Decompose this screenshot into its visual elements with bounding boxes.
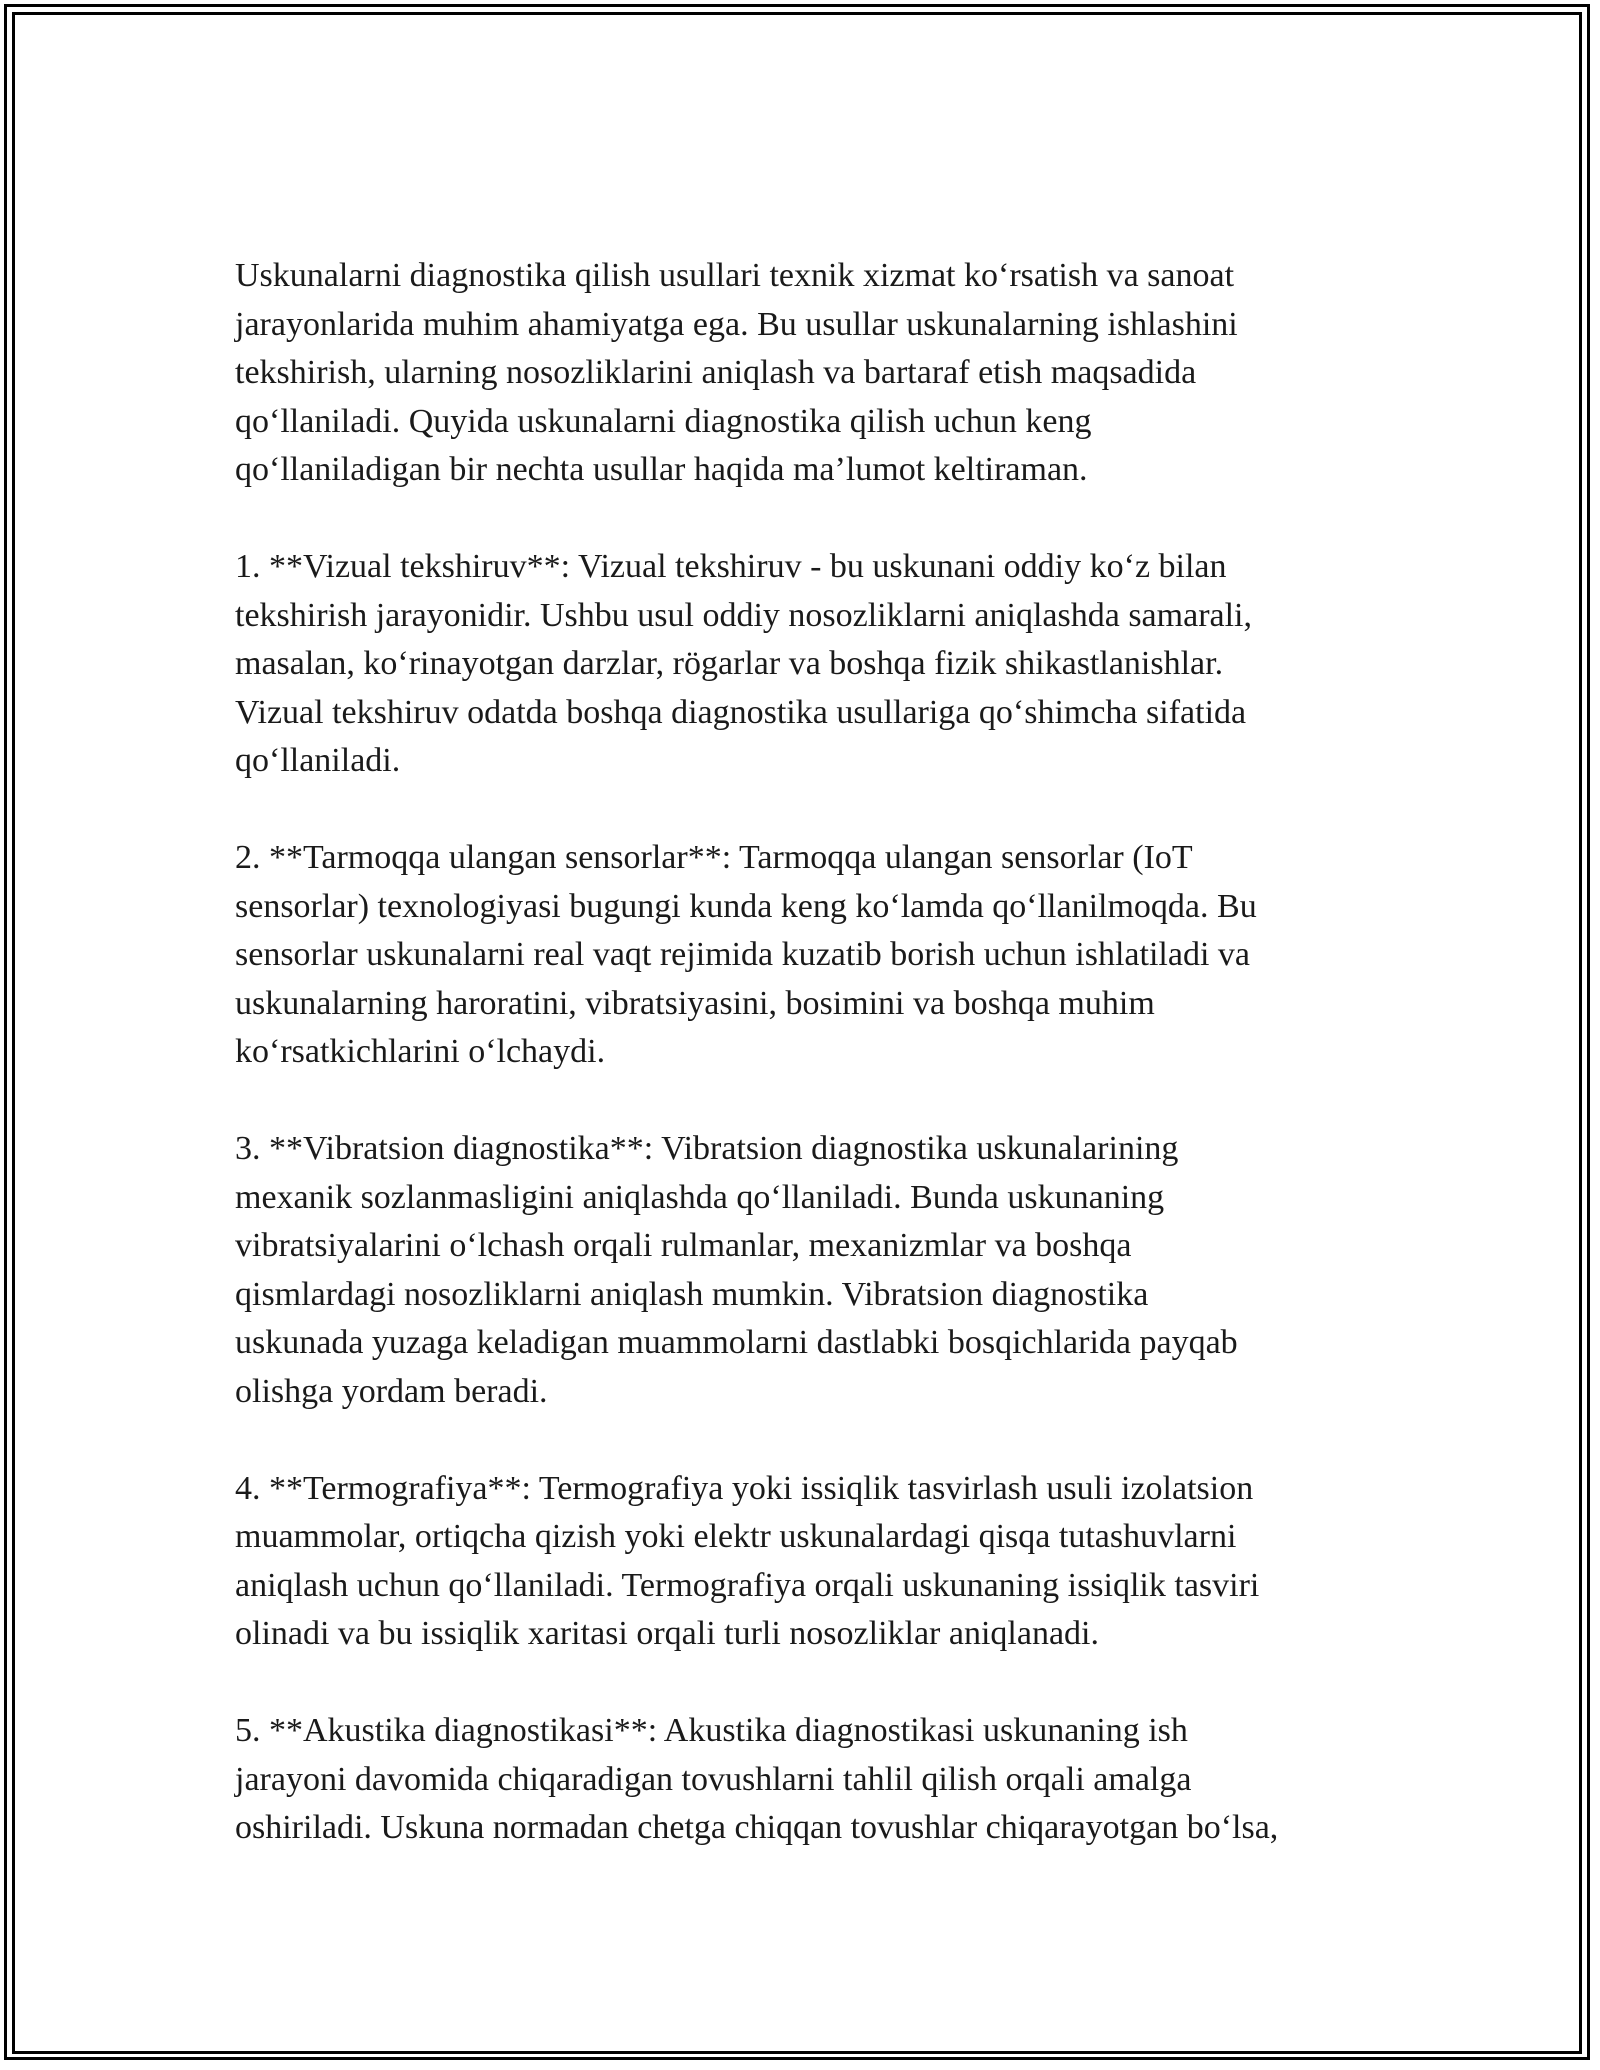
text-line: 5. **Akustika diagnostikasi**: Akustika diagnostikasi uskunaning ish bbox=[235, 1712, 1188, 1749]
text-line: tekshirish, ularning nosozliklarini aniqlash va bartaraf etish maqsadida bbox=[235, 354, 1197, 391]
text-line: 1. **Vizual tekshiruv**: Vizual tekshiruv - bu uskunani oddiy ko‘z bilan bbox=[235, 548, 1227, 585]
text-line: ko‘rsatkichlarini o‘lchaydi. bbox=[235, 1033, 606, 1070]
text-line: qo‘llaniladi. bbox=[235, 742, 401, 779]
text-line: 2. **Tarmoqqa ulangan sensorlar**: Tarmoqqa ulangan sensorlar (IoT bbox=[235, 839, 1193, 876]
text-line: masalan, ko‘rinayotgan darzlar, rögarlar va boshqa fizik shikastlanishlar. bbox=[235, 645, 1224, 682]
text-line: qo‘llaniladi. Quyida uskunalarni diagnostika qilish uchun keng bbox=[235, 402, 1092, 440]
text-line: oshiriladi. Uskuna normadan chetga chiqqan tovushlar chiqarayotgan bo‘lsa, bbox=[235, 1809, 1279, 1846]
section-3-paragraph bbox=[235, 1125, 1375, 1416]
text-line: mexanik sozlanmasligini aniqlashda qo‘llaniladi. Bunda uskunaning bbox=[235, 1178, 1165, 1216]
text-line: qismlardagi nosozliklarni aniqlash mumkin. Vibratsion diagnostika bbox=[235, 1275, 1149, 1313]
text-line: sensorlar) texnologiyasi bugungi kunda keng ko‘lamda qo‘llanilmoqda. Bu bbox=[235, 887, 1257, 925]
text-line: Vizual tekshiruv odatda boshqa diagnostika usullariga qo‘shimcha sifatida bbox=[235, 693, 1247, 731]
text-line: vibratsiyalarini o‘lchash orqali rulmanlar, mexanizmlar va boshqa bbox=[235, 1227, 1132, 1264]
section-5-paragraph bbox=[235, 1707, 1375, 1853]
section-1-paragraph bbox=[235, 543, 1375, 786]
text-line: qo‘llaniladigan bir nechta usullar haqida ma’lumot keltiraman. bbox=[235, 451, 1088, 488]
text-line: tekshirish jarayonidir. Ushbu usul oddiy nosozliklarni aniqlashda samarali, bbox=[235, 596, 1252, 634]
text-line: 4. **Termografiya**: Termografiya yoki issiqlik tasvirlash usuli izolatsion bbox=[235, 1469, 1254, 1507]
text-line: sensorlar uskunalarni real vaqt rejimida kuzatib borish uchun ishlatiladi va bbox=[235, 936, 1250, 973]
section-4-paragraph bbox=[235, 1465, 1375, 1659]
text-line: 3. **Vibratsion diagnostika**: Vibratsion diagnostika uskunalarining bbox=[235, 1130, 1179, 1167]
text-line: olinadi va bu issiqlik xaritasi orqali turli nosozliklar aniqlanadi. bbox=[235, 1615, 1099, 1652]
text-line: jarayoni davomida chiqaradigan tovushlarni tahlil qilish orqali amalga bbox=[235, 1760, 1192, 1798]
text-line: olishga yordam beradi. bbox=[235, 1372, 548, 1410]
text-line: Uskunalarni diagnostika qilish usullari texnik xizmat ko‘rsatish va sanoat bbox=[235, 257, 1235, 294]
intro-paragraph bbox=[235, 252, 1375, 495]
text-line: muammolar, ortiqcha qizish yoki elektr uskunalardagi qisqa tutashuvlarni bbox=[235, 1518, 1237, 1555]
text-line: jarayonlarida muhim ahamiyatga ega. Bu usullar uskunalarning ishlashini bbox=[235, 305, 1238, 343]
text-line: uskunada yuzaga keladigan muammolarni dastlabki bosqichlarida payqab bbox=[235, 1324, 1238, 1361]
document-body bbox=[235, 252, 1375, 1901]
text-line: uskunalarning haroratini, vibratsiyasini, bosimini va boshqa muhim bbox=[235, 984, 1155, 1022]
text-line: aniqlash uchun qo‘llaniladi. Termografiya orqali uskunaning issiqlik tasviri bbox=[235, 1566, 1260, 1604]
section-2-paragraph bbox=[235, 834, 1375, 1077]
